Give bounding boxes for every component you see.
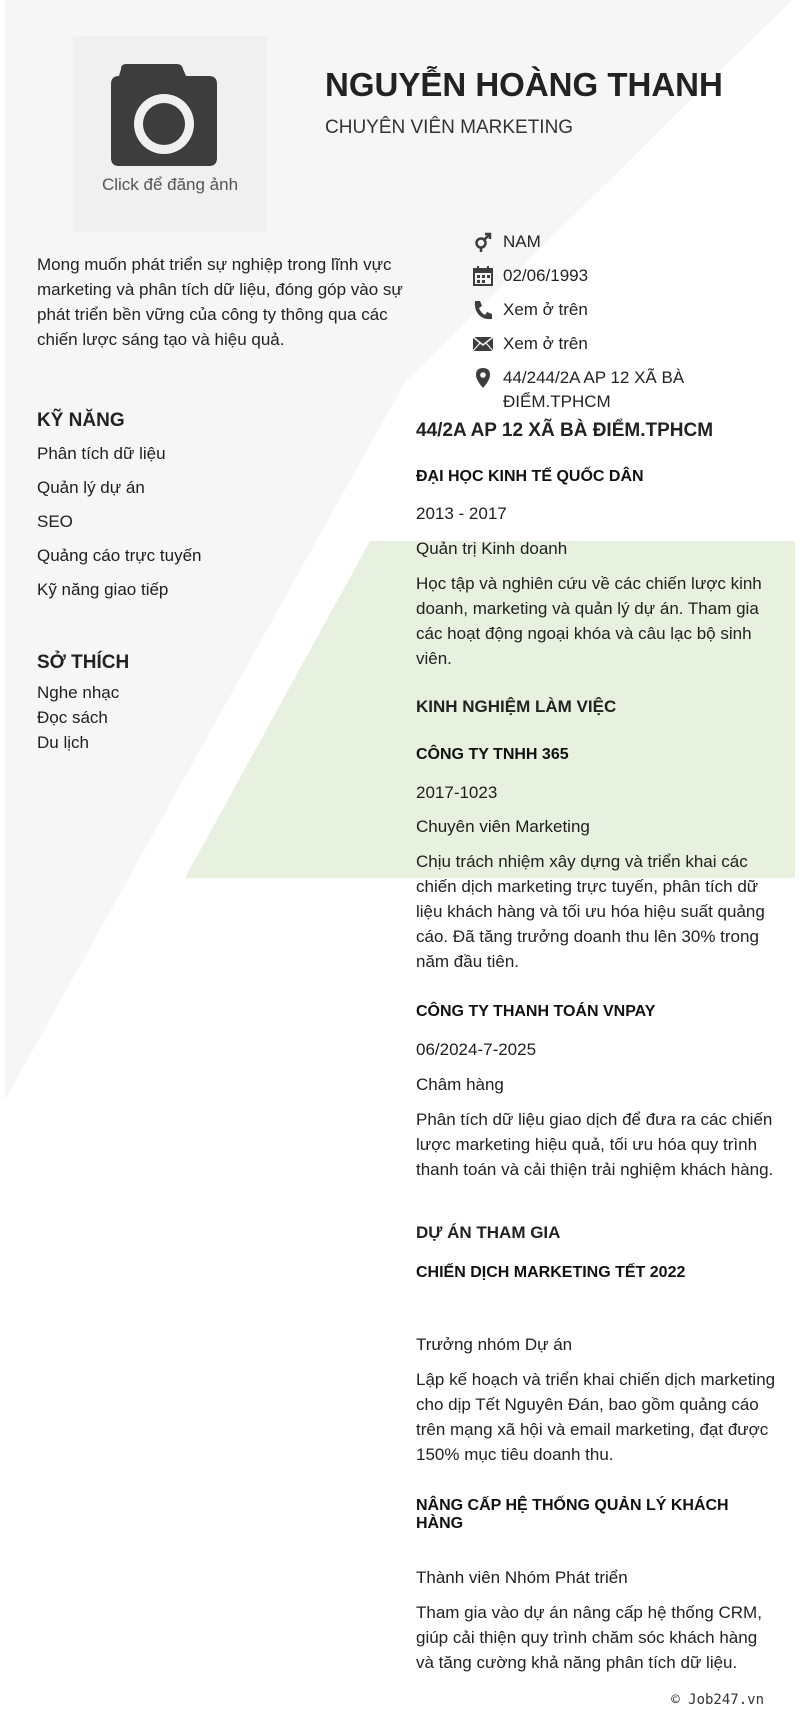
- hobby-item: Đọc sách: [37, 708, 108, 727]
- education-period: 2013 - 2017: [416, 504, 507, 523]
- education-school: ĐẠI HỌC KINH TẾ QUỐC DÂN: [416, 468, 644, 485]
- job-description: Chịu trách nhiệm xây dựng và triển khai các chiến dịch marketing trực tuyến, phân tích dữ liệu khách hàng và tối ưu hóa hiệu suất quảng cáo. Đã tăng trưởng doanh thu lên 30% trong năm đầu tiên.: [416, 852, 765, 971]
- job-title: CHUYÊN VIÊN MARKETING: [325, 117, 574, 138]
- skills-section: [37, 410, 201, 602]
- camera-icon: [73, 36, 267, 232]
- envelope-icon: [472, 333, 494, 355]
- hobby-item: Du lịch: [37, 733, 89, 752]
- experience-heading: KINH NGHIỆM LÀM VIỆC: [416, 697, 617, 716]
- map-pin-icon: [472, 367, 494, 389]
- contact-email: [472, 332, 772, 356]
- job-period: 06/2024-7-2025: [416, 1040, 537, 1059]
- job-company: CÔNG TY TNHH 365: [416, 746, 569, 763]
- skill-item: Phân tích dữ liệu: [37, 444, 166, 463]
- skills-heading: KỸ NĂNG: [37, 410, 125, 431]
- project-role: Thành viên Nhóm Phát triển: [416, 1568, 628, 1587]
- hobbies-heading: SỞ THÍCH: [37, 652, 130, 673]
- job-role: Châm hàng: [416, 1075, 504, 1094]
- phone-value: Xem ở trên: [503, 300, 588, 319]
- gender-value: NAM: [503, 232, 541, 251]
- job-role: Chuyên viên Marketing: [416, 817, 590, 836]
- birthday-value: 02/06/1993: [503, 266, 589, 285]
- contact-info: [472, 230, 772, 424]
- job-company: CÔNG TY THANH TOÁN VNPAY: [416, 1003, 656, 1020]
- education-heading: 44/2A AP 12 XÃ BÀ ĐIỂM.TPHCM: [416, 420, 714, 441]
- project-description: Tham gia vào dự án nâng cấp hệ thống CRM, giúp cải thiện quy trình chăm sóc khách hàng và tăng cường khả năng phân tích dữ liệu.: [416, 1603, 762, 1672]
- contact-gender: [472, 230, 772, 254]
- job-period: 2017-1023: [416, 783, 498, 802]
- project-role: Trưởng nhóm Dự án: [416, 1335, 573, 1354]
- education-description: Học tập và nghiên cứu về các chiến lược kinh doanh, marketing và quản lý dự án. Tham gia các hoạt động ngoại khóa và câu lạc bộ sinh viên.: [416, 574, 762, 668]
- job-description: Phân tích dữ liệu giao dịch để đưa ra các chiến lược marketing hiệu quả, tối ưu hóa quy trình thanh toán và cải thiện trải nghiệm khách hàng.: [416, 1110, 774, 1179]
- footer-copyright: © Job247.vn: [671, 1692, 764, 1708]
- contact-birthday: [472, 264, 772, 288]
- candidate-name: NGUYỄN HOÀNG THANH: [325, 66, 723, 103]
- career-objective: Mong muốn phát triển sự nghiệp trong lĩnh vực marketing và phân tích dữ liệu, đóng góp vào sự phát triển bền vững của công ty thông qua các chiến lược sáng tạo và hiệu quả.: [37, 255, 403, 349]
- hobbies-section: [37, 652, 129, 755]
- skill-item: Quản lý dự án: [37, 478, 145, 497]
- hobby-item: Nghe nhạc: [37, 683, 120, 702]
- skill-item: Quảng cáo trực tuyến: [37, 546, 202, 565]
- photo-upload[interactable]: [73, 36, 267, 232]
- email-value: Xem ở trên: [503, 334, 588, 353]
- project-description: Lập kế hoạch và triển khai chiến dịch marketing cho dịp Tết Nguyên Đán, bao gồm quảng cáo trên mạng xã hội và email marketing, đạt được 150% mục tiêu doanh thu.: [416, 1370, 776, 1464]
- calendar-icon: [472, 265, 494, 287]
- contact-phone: [472, 298, 772, 322]
- photo-upload-label: Click để đăng ảnh: [101, 175, 239, 194]
- skill-item: Kỹ năng giao tiếp: [37, 580, 169, 599]
- skill-item: SEO: [37, 512, 73, 531]
- phone-icon: [472, 299, 494, 321]
- education-major: Quản trị Kinh doanh: [416, 539, 568, 558]
- address-value: 44/244/2A AP 12 XÃ BÀ ĐIỂM.TPHCM: [503, 368, 685, 411]
- projects-heading: DỰ ÁN THAM GIA: [416, 1223, 561, 1242]
- gender-icon: [472, 231, 494, 253]
- project-name: CHIẾN DỊCH MARKETING TẾT 2022: [416, 1264, 686, 1281]
- project-name: NÂNG CẤP HỆ THỐNG QUẢN LÝ KHÁCH HÀNG: [416, 1497, 729, 1532]
- contact-address: [472, 366, 772, 414]
